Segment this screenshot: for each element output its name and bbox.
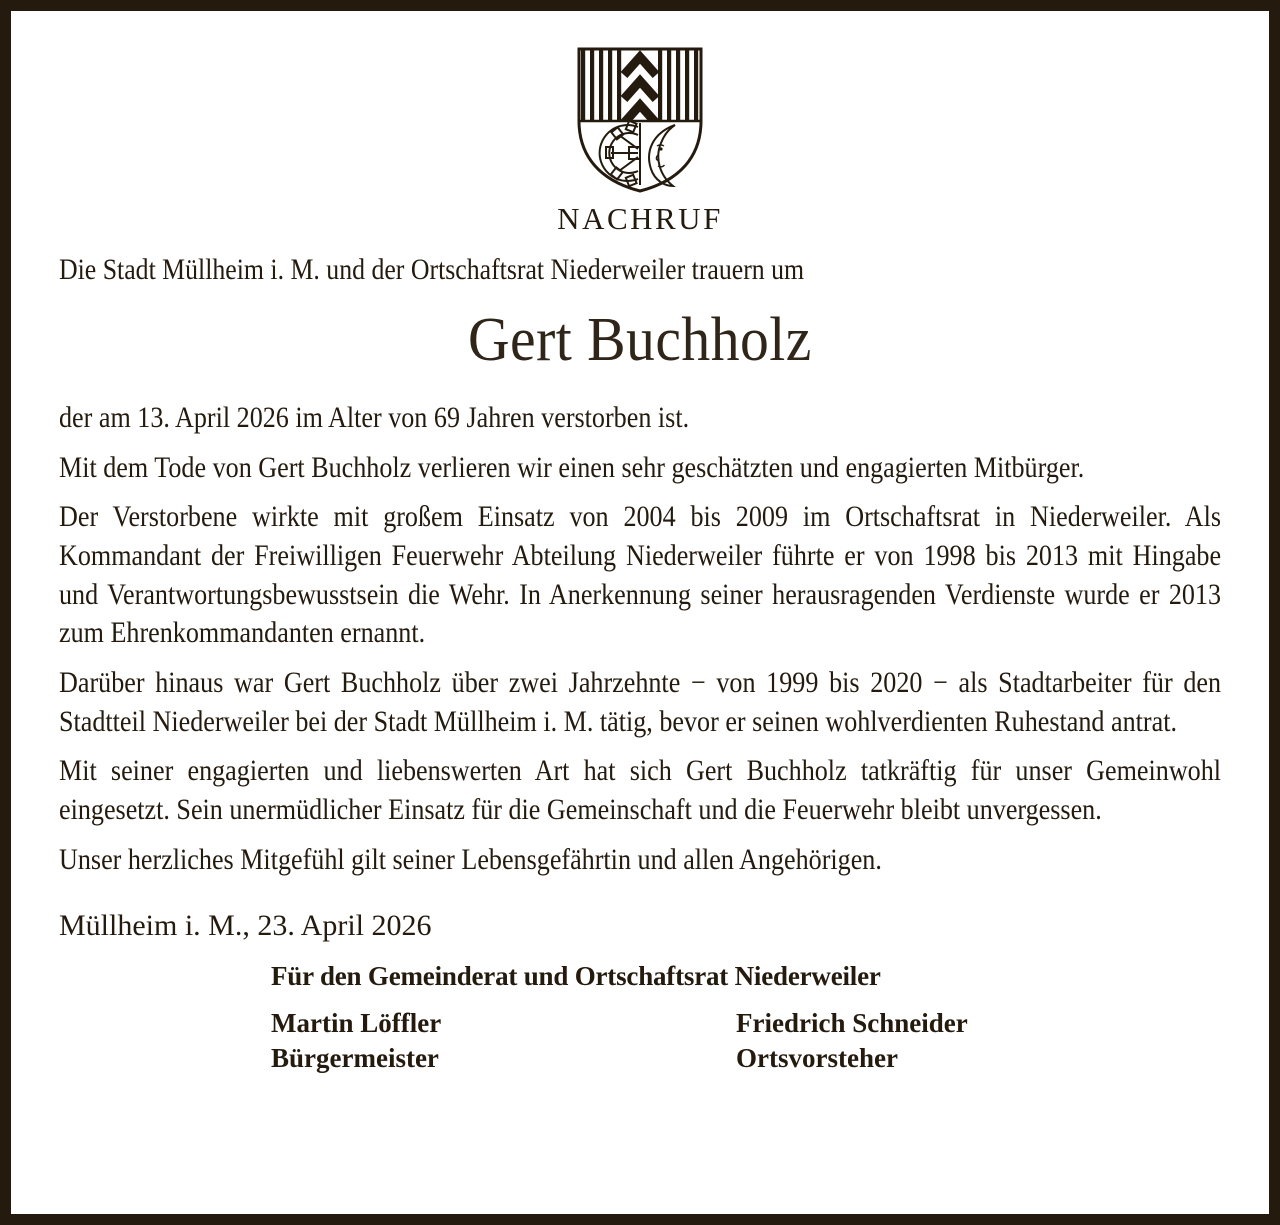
body-paragraph-6-text: Unser herzliches Mitgefühl gilt seiner Lebensgefährtin und allen Angehörigen. (59, 843, 882, 876)
body-paragraph-4 (59, 664, 1221, 741)
obituary-content (11, 11, 1269, 1214)
signatory-mayor (271, 1006, 736, 1076)
bottom-spacer (59, 1076, 1221, 1194)
body-paragraph-3 (59, 498, 1221, 653)
signature-block (271, 960, 1221, 1076)
body-paragraph-3-text: Der Verstorbene wirkte mit großem Einsatz von 2004 bis 2009 im Ortschaftsrat in Niederweiler. Als Kommandant der Freiwilligen Feuerwehr Abteilung Niederweiler führte er von 1998 bis 2013 mit Hingabe und Verantwortungsbewusstsein die Wehr. In Anerkennung seiner herausragenden Verdienste wurde er 2013 zum Ehrenkommandanten ernannt. (59, 501, 1222, 650)
coat-of-arms-crest (59, 45, 1221, 195)
deceased-name (59, 308, 1221, 373)
signatory-headman-name: Friedrich Schneider (736, 1007, 968, 1038)
place-and-date: Müllheim i. M., 23. April 2026 (59, 909, 432, 943)
body-paragraph-5-text: Mit seiner engagierten und liebenswerten Art hat sich Gert Buchholz tatkräftig für unser Gemeinwohl eingesetzt. Sein unermüdlicher Einsatz für die Gemeinschaft und die Feuerwehr bleibt unvergessen. (59, 755, 1222, 826)
signatory-headman-role: Ortsvorsteher (736, 1042, 898, 1073)
body-paragraph-4-text: Darüber hinaus war Gert Buchholz über zwei Jahrzehnte − von 1999 bis 2020 − als Stadtarbeiter für den Stadtteil Niederweiler bei der Stadt Müllheim i. M. tätig, bevor er seinen wohlverdienten Ruhestand antrat. (59, 666, 1222, 738)
lead-line: Die Stadt Müllheim i. M. und der Ortschaftsrat Niederweiler trauern um (59, 253, 805, 286)
signatory-mayor-role: Bürgermeister (271, 1042, 439, 1073)
notice-heading: NACHRUF (557, 201, 723, 236)
body-paragraph-1-text: der am 13. April 2026 im Alter von 69 Jahren verstorben ist. (59, 402, 690, 435)
signatory-headman (736, 1006, 1201, 1076)
body-paragraph-5 (59, 752, 1221, 829)
body-paragraph-2-text: Mit dem Tode von Gert Buchholz verlieren wir einen sehr geschätzten und engagierten Mitbürger. (59, 451, 1085, 484)
body-paragraph-6 (59, 841, 1221, 880)
coat-of-arms-icon (575, 45, 705, 195)
signature-row (271, 1006, 1221, 1076)
body-paragraph-1 (59, 399, 1221, 438)
signature-heading: Für den Gemeinderat und Ortschaftsrat Niederweiler (271, 961, 881, 992)
body-paragraph-2 (59, 449, 1221, 488)
obituary-body (59, 399, 1221, 879)
deceased-name-text: Gert Buchholz (468, 306, 812, 374)
signatory-mayor-name: Martin Löffler (271, 1007, 442, 1038)
